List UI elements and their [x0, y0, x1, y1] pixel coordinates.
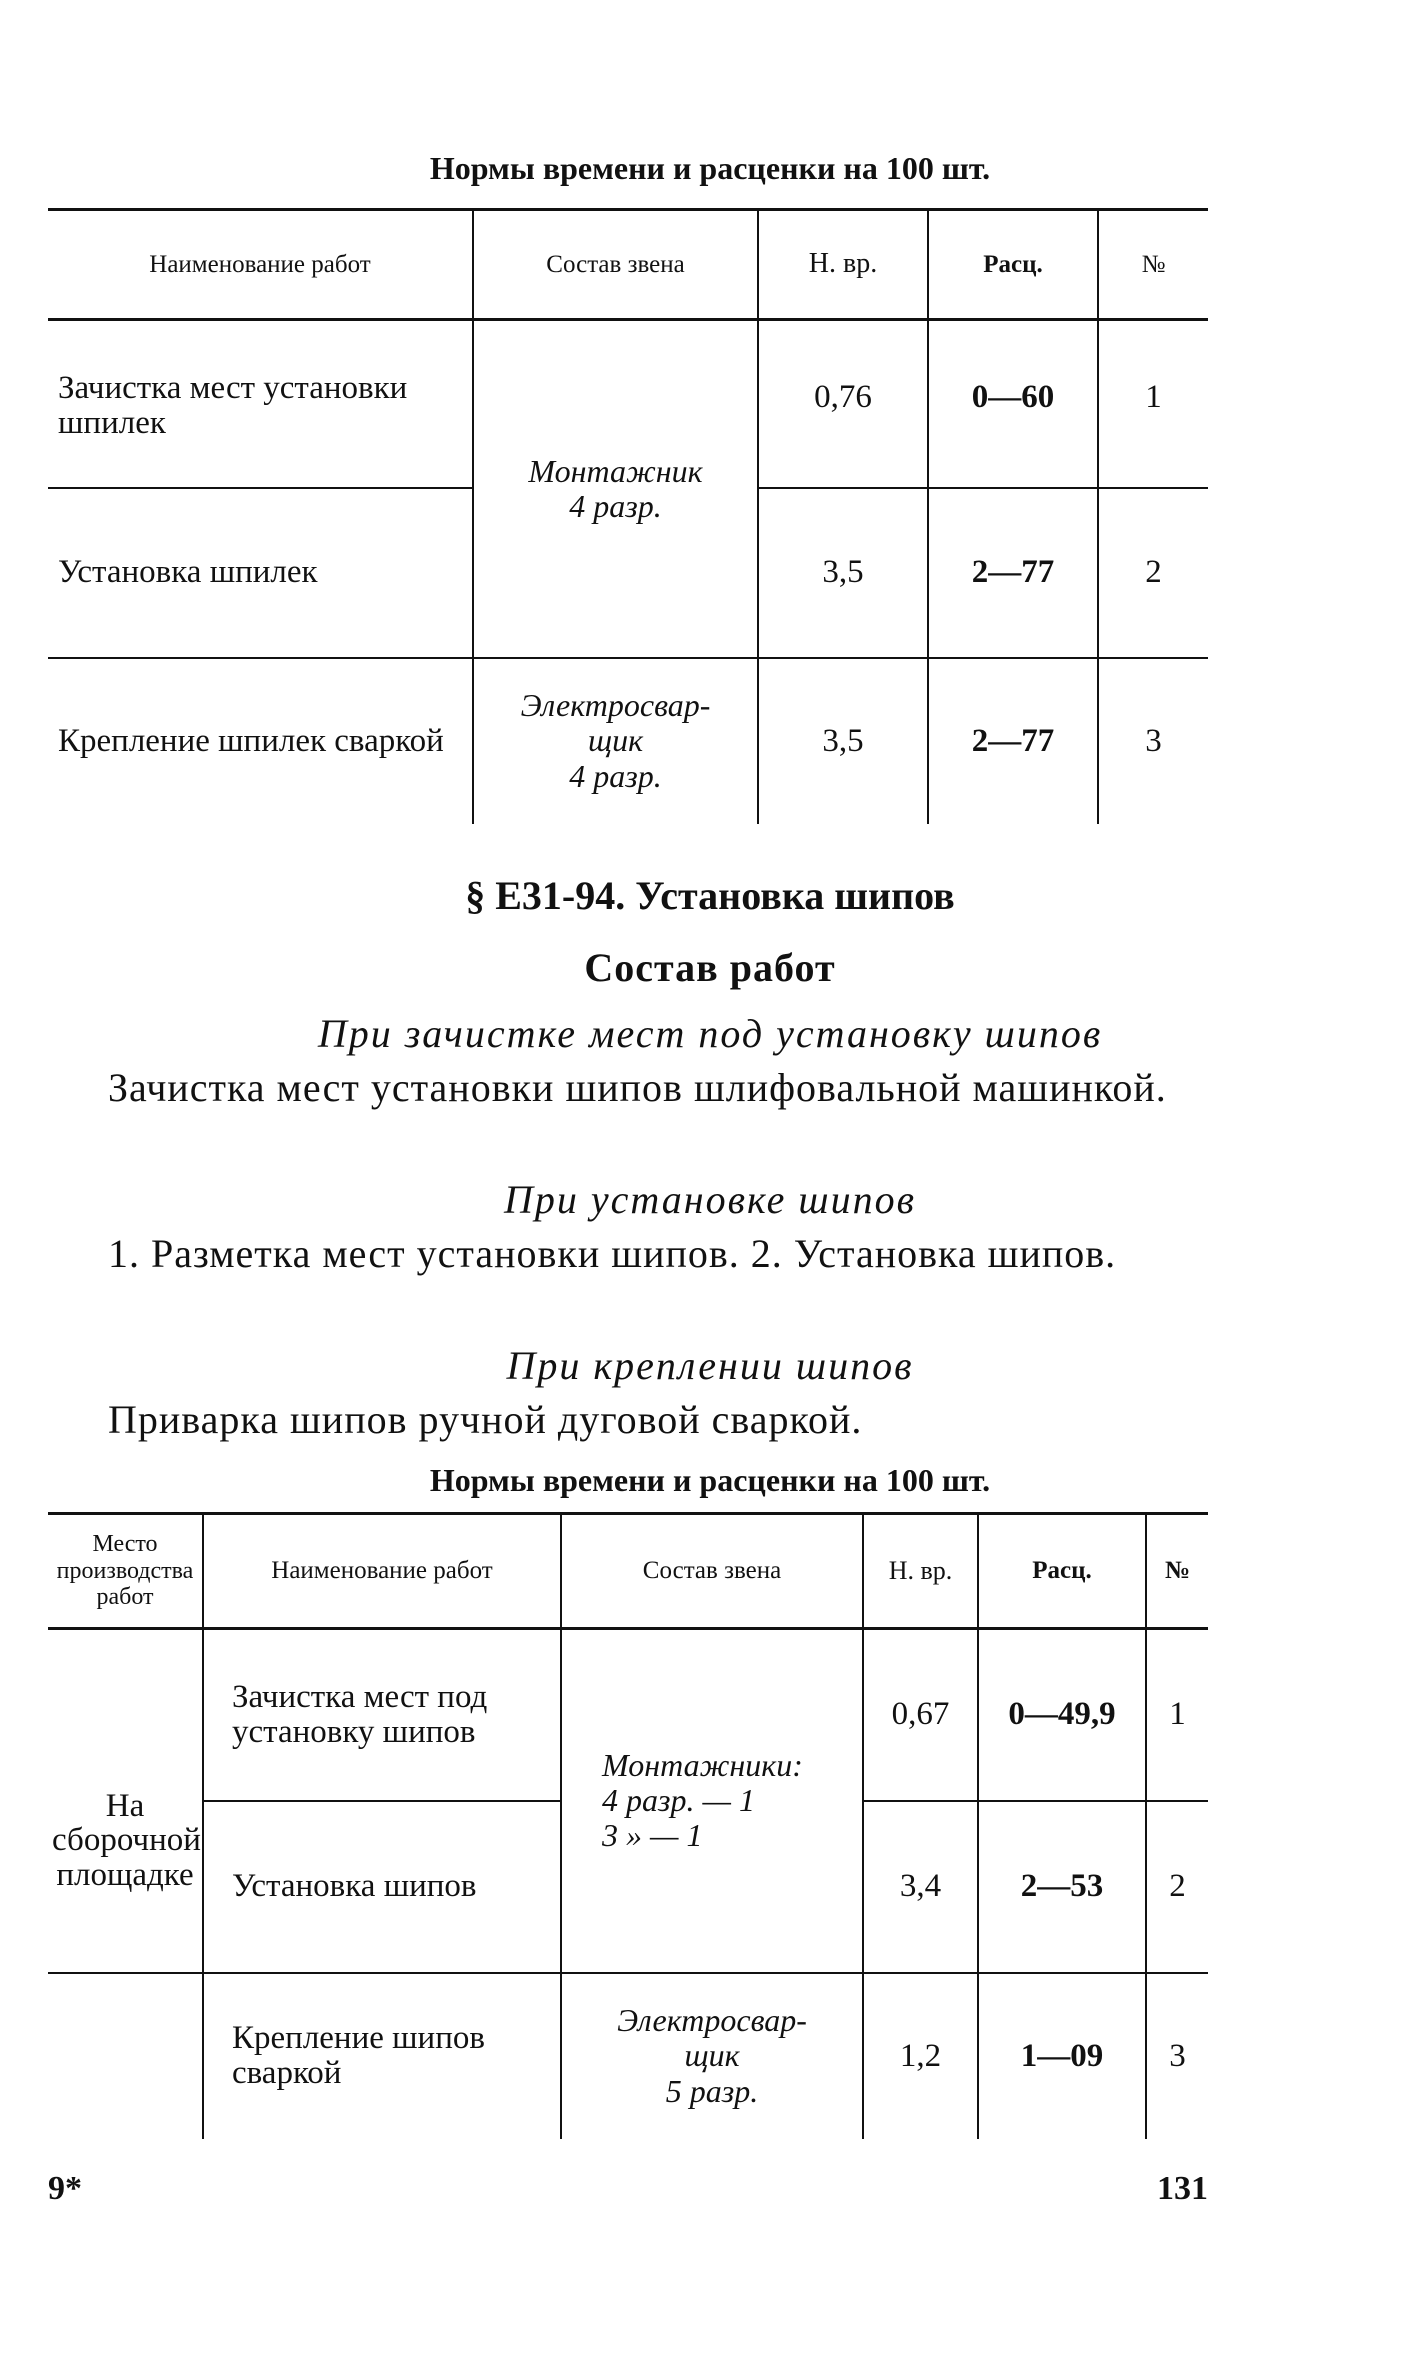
table1-rate-1: 0—60	[928, 320, 1098, 488]
table2-header-place: Место производства работ	[48, 1514, 203, 1629]
page-number: 131	[1157, 2170, 1208, 2207]
table1-header-no: №	[1098, 210, 1208, 320]
table-row	[48, 320, 1208, 488]
table1-crew-1: Монтажник 4 разр.	[473, 320, 758, 658]
table1-header-work: Наименование работ	[48, 210, 473, 320]
table1-caption: Нормы времени и расценки на 100 шт.	[429, 150, 991, 186]
table1-no-2: 2	[1098, 488, 1208, 658]
table1-header-crew: Состав звена	[473, 210, 758, 320]
table2-crew-2: Электросвар- щик 5 разр.	[561, 1973, 863, 2139]
table2-no-1: 1	[1146, 1629, 1208, 1801]
section-title: § Е31-94. Установка шипов	[465, 873, 955, 918]
table2-header-row	[48, 1514, 1208, 1629]
table2-header-time: Н. вр.	[863, 1514, 978, 1629]
table1-header-time: Н. вр.	[758, 210, 928, 320]
table2-time-1: 0,67	[863, 1629, 978, 1801]
paragraph-installation: 1. Разметка мест установки шипов. 2. Установка шипов.	[108, 1231, 1117, 1276]
table2-crew-1: Монтажники: 4 разр. — 1 3 » — 1	[561, 1629, 863, 1973]
subheading-installation: При установке шипов	[503, 1177, 916, 1222]
table2	[48, 1512, 1208, 2139]
paragraph-fastening: Приварка шипов ручной дуговой сваркой.	[108, 1397, 863, 1442]
table2-place-empty	[48, 1973, 203, 2139]
table1-time-1: 0,76	[758, 320, 928, 488]
table1-no-3: 3	[1098, 658, 1208, 824]
table-row	[48, 1629, 1208, 1801]
table1-rate-3: 2—77	[928, 658, 1098, 824]
table2-time-3: 1,2	[863, 1973, 978, 2139]
table1-header-rate: Расц.	[928, 210, 1098, 320]
table2-work-3: Крепление шипов сваркой	[203, 1973, 561, 2139]
table1-work-1: Зачистка мест установки шпилек	[48, 320, 473, 488]
table-row	[48, 658, 1208, 824]
table1-work-3: Крепление шпилек сваркой	[48, 658, 473, 824]
table2-no-2: 2	[1146, 1801, 1208, 1973]
table2-time-2: 3,4	[863, 1801, 978, 1973]
table2-work-2: Установка шипов	[203, 1801, 561, 1973]
table1-no-1: 1	[1098, 320, 1208, 488]
table2-header-work: Наименование работ	[203, 1514, 561, 1629]
table2-place: На сборочной площадке	[48, 1629, 203, 1973]
signature-mark: 9*	[48, 2170, 82, 2207]
table2-work-1: Зачистка мест под установку шипов	[203, 1629, 561, 1801]
table2-header-rate: Расц.	[978, 1514, 1146, 1629]
table2-rate-1: 0—49,9	[978, 1629, 1146, 1801]
table1-rate-2: 2—77	[928, 488, 1098, 658]
table2-header-no: №	[1146, 1514, 1208, 1629]
table2-header-crew: Состав звена	[561, 1514, 863, 1629]
table2-rate-2: 2—53	[978, 1801, 1146, 1973]
table1	[48, 208, 1208, 824]
table-row	[48, 1973, 1208, 2139]
table1-crew-2: Электросвар- щик 4 разр.	[473, 658, 758, 824]
table1-time-2: 3,5	[758, 488, 928, 658]
paragraph-cleaning: Зачистка мест установки шипов шлифовальной машинкой.	[108, 1065, 1167, 1110]
subheading-cleaning: При зачистке мест под установку шипов	[317, 1011, 1103, 1056]
table1-time-3: 3,5	[758, 658, 928, 824]
subheading-fastening: При креплении шипов	[506, 1343, 914, 1388]
table2-rate-3: 1—09	[978, 1973, 1146, 2139]
table2-caption: Нормы времени и расценки на 100 шт.	[429, 1462, 991, 1498]
composition-title: Состав работ	[584, 945, 836, 990]
table2-no-3: 3	[1146, 1973, 1208, 2139]
table1-header-row	[48, 210, 1208, 320]
table1-work-2: Установка шпилек	[48, 488, 473, 658]
